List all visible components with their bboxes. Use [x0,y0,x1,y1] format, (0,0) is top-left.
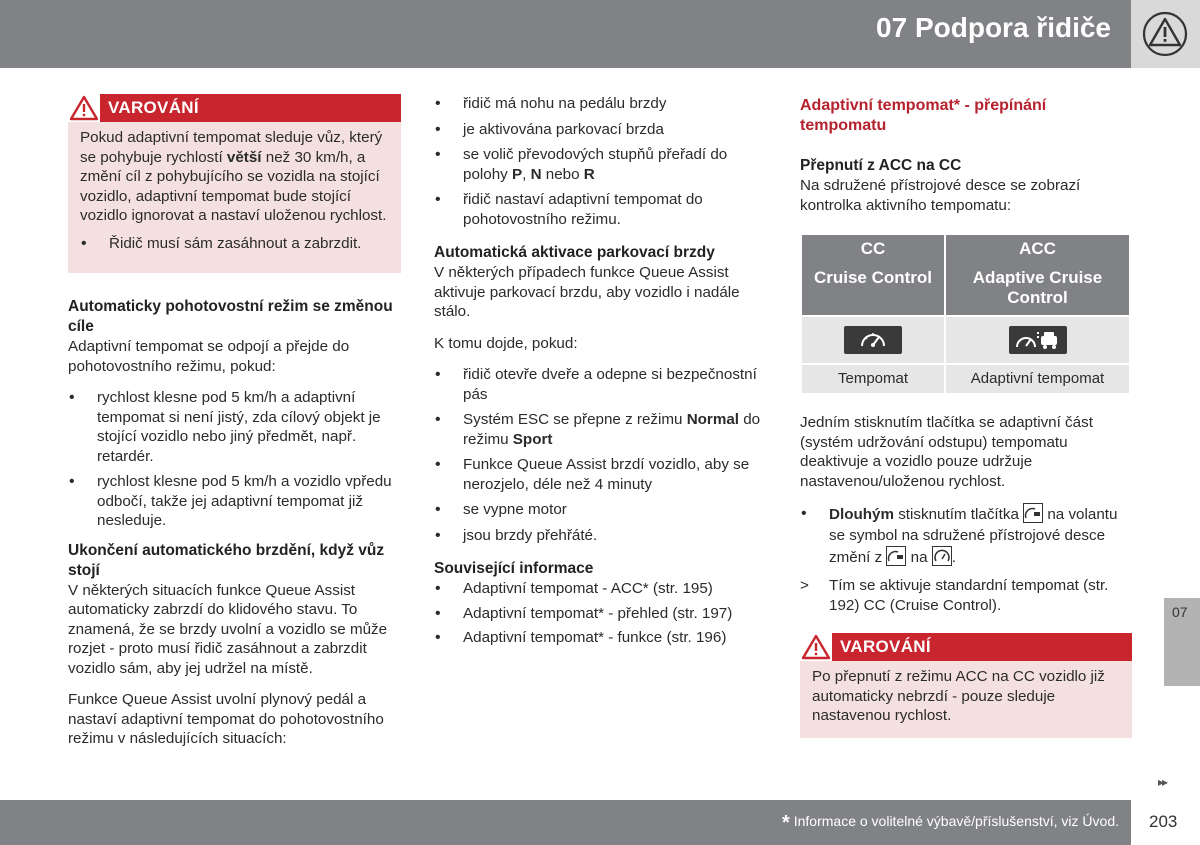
continue-arrows-icon: ▸▸ [1158,775,1167,789]
warning-header [68,94,401,122]
column-middle [434,94,774,658]
column-right [800,94,1132,762]
bullet-list [434,94,774,229]
related-links [434,579,774,648]
warning-text: Pokud adaptivní tempomat sleduje vůz, který se pohybuje rychlostí větší než 30 km/h, a změní cíl z pohybujícího se vozidla na stojící vozidlo, adaptivní tempomat bude stojící vozidlo ignorovat a nastaví uloženou rychlost. [80,129,387,224]
related-link[interactable]: • Adaptivní tempomat* - přehled (str. 197) [434,604,774,624]
adaptive-cruise-icon [1009,326,1067,354]
list-item: • Funkce Queue Assist brzdí vozidlo, aby se nerozjelo, déle než 4 minuty [434,455,774,494]
paragraph: Na sdružené přístrojové desce se zobrazí kontrolka aktivního tempomatu: [800,177,1081,214]
paragraph: Jedním stisknutím tlačítka se adaptivní část (systém udržování odstupu) tempomatu deaktivuje a vozidlo pouze udržuje nastavenou/uloženou rychlost. [800,414,1093,490]
footer-note: * Informace o volitelné výbavě/příslušenství, viz Úvod. [781,812,1119,834]
page-number-box [1131,800,1200,845]
related-link[interactable]: • Adaptivní tempomat* - funkce (str. 196) [434,628,774,648]
result-item [800,576,1132,615]
cc-icon-cell [801,316,945,364]
cc-label: Tempomat [801,364,945,394]
warning-text: Po přepnutí z režimu ACC na CC vozidlo již automaticky nebrzdí - pouze sleduje nastavenou rychlost. [812,668,1105,724]
footnote-star: * [781,812,790,834]
warning-title: VAROVÁNÍ [840,637,931,656]
cruise-mode-table [800,233,1131,395]
bullet-list [68,388,401,531]
list-item: • se volič převodových stupňů přeřadí do polohy P, N nebo R [434,145,774,184]
paragraph: Funkce Queue Assist uvolní plynový pedál a nastaví adaptivní tempomat do pohotovostního režimu v následujících situacích: [68,691,384,747]
list-item: • Dlouhým stisknutím tlačítka na volantu se symbol na sdružené přístrojové desce změní z na . [800,503,1132,568]
related-heading: Související informace [434,560,594,577]
list-item: • Systém ESC se přepne z režimu Normal do režimu Sport [434,410,774,449]
cc-abbr: CC [860,239,886,258]
acc-abbr: ACC [1019,239,1056,258]
result-text: Tím se aktivuje standardní tempomat (str. 192) CC (Cruise Control). [829,577,1109,614]
list-item: • se vypne motor [434,500,774,520]
list-item: • řidič otevře dveře a odepne si bezpečnostní pás [434,365,774,404]
paragraph: K tomu dojde, pokud: [434,334,578,352]
related-link[interactable]: • Adaptivní tempomat - ACC* (str. 195) [434,579,774,599]
list-item: • je aktivována parkovací brzda [434,120,774,140]
warning-box [800,633,1132,738]
chapter-icon-box [1131,0,1200,68]
section-heading: Automatická aktivace parkovací brzdy [434,244,715,261]
list-item: • rychlost klesne pod 5 km/h a adaptivní tempomat si není jistý, zda cílový objekt je stojící vozidlo nebo jiný předmět, např. retardér. [68,388,401,466]
bullet-list [434,365,774,545]
acc-icon-cell [945,316,1130,364]
page-number: 203 [1149,812,1178,831]
paragraph: Adaptivní tempomat se odpojí a přejde do pohotovostního režimu, pokud: [68,338,350,375]
warning-triangle-icon [1141,10,1189,58]
chapter-header [0,0,1131,68]
acc-header-cell [945,234,1130,316]
chapter-title: 07 Podpora řidiče [876,12,1111,43]
list-item: • řidič má nohu na pedálu brzdy [434,94,774,114]
list-item: • jsou brzdy přehřáté. [434,526,774,546]
warning-icon [800,633,832,661]
section-heading: Ukončení automatického brzdění, když vůz stojí [68,541,385,579]
acc-name: Adaptive Cruise Control [972,268,1103,307]
bullet-list [800,503,1132,568]
cc-name: Cruise Control [813,268,933,287]
list-item: • Řidič musí sám zasáhnout a zabrzdit. [80,234,389,254]
speedometer-icon [844,326,902,354]
steering-button-icon [1023,503,1043,523]
page-footer [0,800,1131,845]
paragraph: V některých situacích funkce Queue Assist automaticky zabrzdí do klidového stavu. To znamená, že se brzdy uvolní a vozidlo se může rozjet - proto musí řidič zasáhnout a zabrzdit vozidlo sám, aby jej udržel na místě. [68,581,388,677]
side-tab-label: 07 [1172,604,1188,620]
warning-body [68,122,401,273]
speedometer-small-icon [932,546,952,566]
adaptive-cruise-small-icon [886,546,906,566]
column-left [68,94,401,761]
warning-bullets [80,234,389,254]
warning-icon [68,94,100,122]
warning-box [68,94,401,273]
cc-header-cell [801,234,945,316]
warning-header [800,633,1132,661]
warning-title: VAROVÁNÍ [108,98,199,117]
result-arrow: > [800,577,809,594]
chapter-side-tab[interactable] [1164,598,1200,686]
list-item: • řidič nastaví adaptivní tempomat do pohotovostního režimu. [434,190,774,229]
section-title: Adaptivní tempomat* - přepínání tempomatu [800,97,1047,134]
list-item: • rychlost klesne pod 5 km/h a vozidlo vpředu odbočí, takže jej adaptivní tempomat již nesleduje. [68,472,401,531]
section-heading: Automaticky pohotovostní režim se změnou cíle [68,298,393,335]
warning-body [800,661,1132,738]
acc-label: Adaptivní tempomat [945,364,1130,394]
section-heading: Přepnutí z ACC na CC [800,157,962,174]
paragraph: V některých případech funkce Queue Assist aktivuje parkovací brzdu, aby vozidlo i nadále stálo. [434,264,740,320]
